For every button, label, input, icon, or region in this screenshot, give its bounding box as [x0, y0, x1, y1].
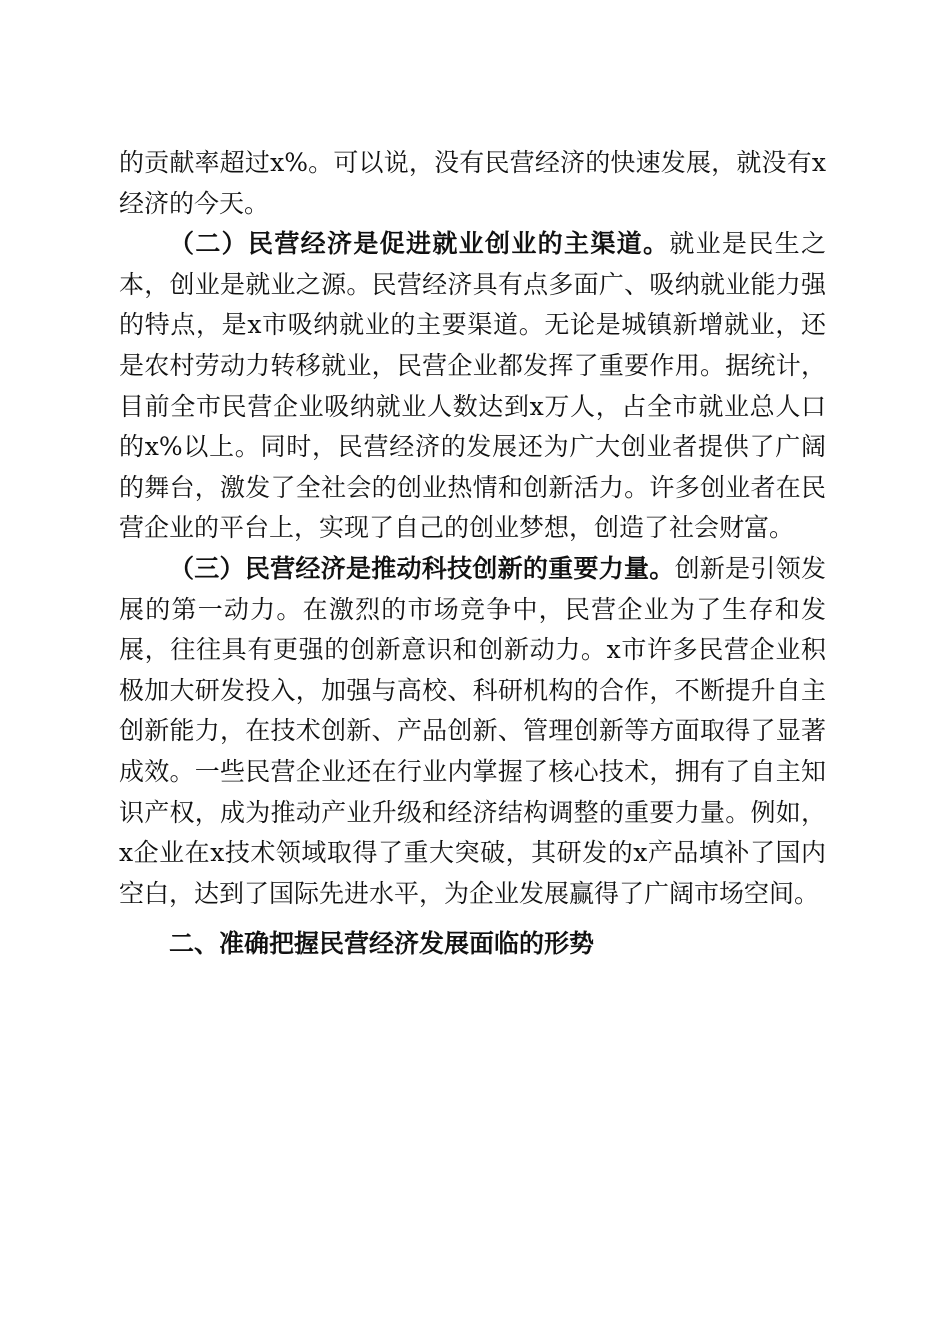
paragraph-text: 就业是民生之本，创业是就业之源。民营经济具有点多面广、吸纳就业能力强的特点，是x市吸纳就业的主要渠道。无论是城镇新增就业，还是农村劳动力转移就业，民营企业都发挥了重要作用。据统计，目前全市民营企业吸纳就业人数达到x万人，占全市就业总人口的x%以上。同时，民营经济的发展还为广大创业者提供了广阔的舞台，激发了全社会的创业热情和创新活力。许多创业者在民营企业的平台上，实现了自己的创业梦想，创造了社会财富。: [119, 229, 826, 543]
paragraph-text: 的贡献率超过x%。可以说，没有民营经济的快速发展，就没有x经济的今天。: [119, 148, 826, 218]
paragraph-employment: [119, 224, 826, 549]
paragraph-text: 创新是引领发展的第一动力。在激烈的市场竞争中，民营企业为了生存和发展，往往具有更强的创新意识和创新动力。x市许多民营企业积极加大研发投入，加强与高校、科研机构的合作，不断提升自主创新能力，在技术创新、产品创新、管理创新等方面取得了显著成效。一些民营企业还在行业内掌握了核心技术，拥有了自主知识产权，成为推动产业升级和经济结构调整的重要力量。例如，x企业在x技术领域取得了重大突破，其研发的x产品填补了国内空白，达到了国际先进水平，为企业发展赢得了广阔市场空间。: [119, 553, 826, 908]
paragraph-innovation: [119, 549, 826, 914]
paragraph-continuation: [119, 143, 826, 224]
section-heading: 二、准确把握民营经济发展面临的形势: [169, 929, 595, 959]
subheading-employment: （二）民营经济是促进就业创业的主渠道。: [169, 229, 670, 259]
document-body: [119, 143, 826, 965]
subheading-innovation: （三）民营经济是推动科技创新的重要力量。: [169, 553, 675, 583]
